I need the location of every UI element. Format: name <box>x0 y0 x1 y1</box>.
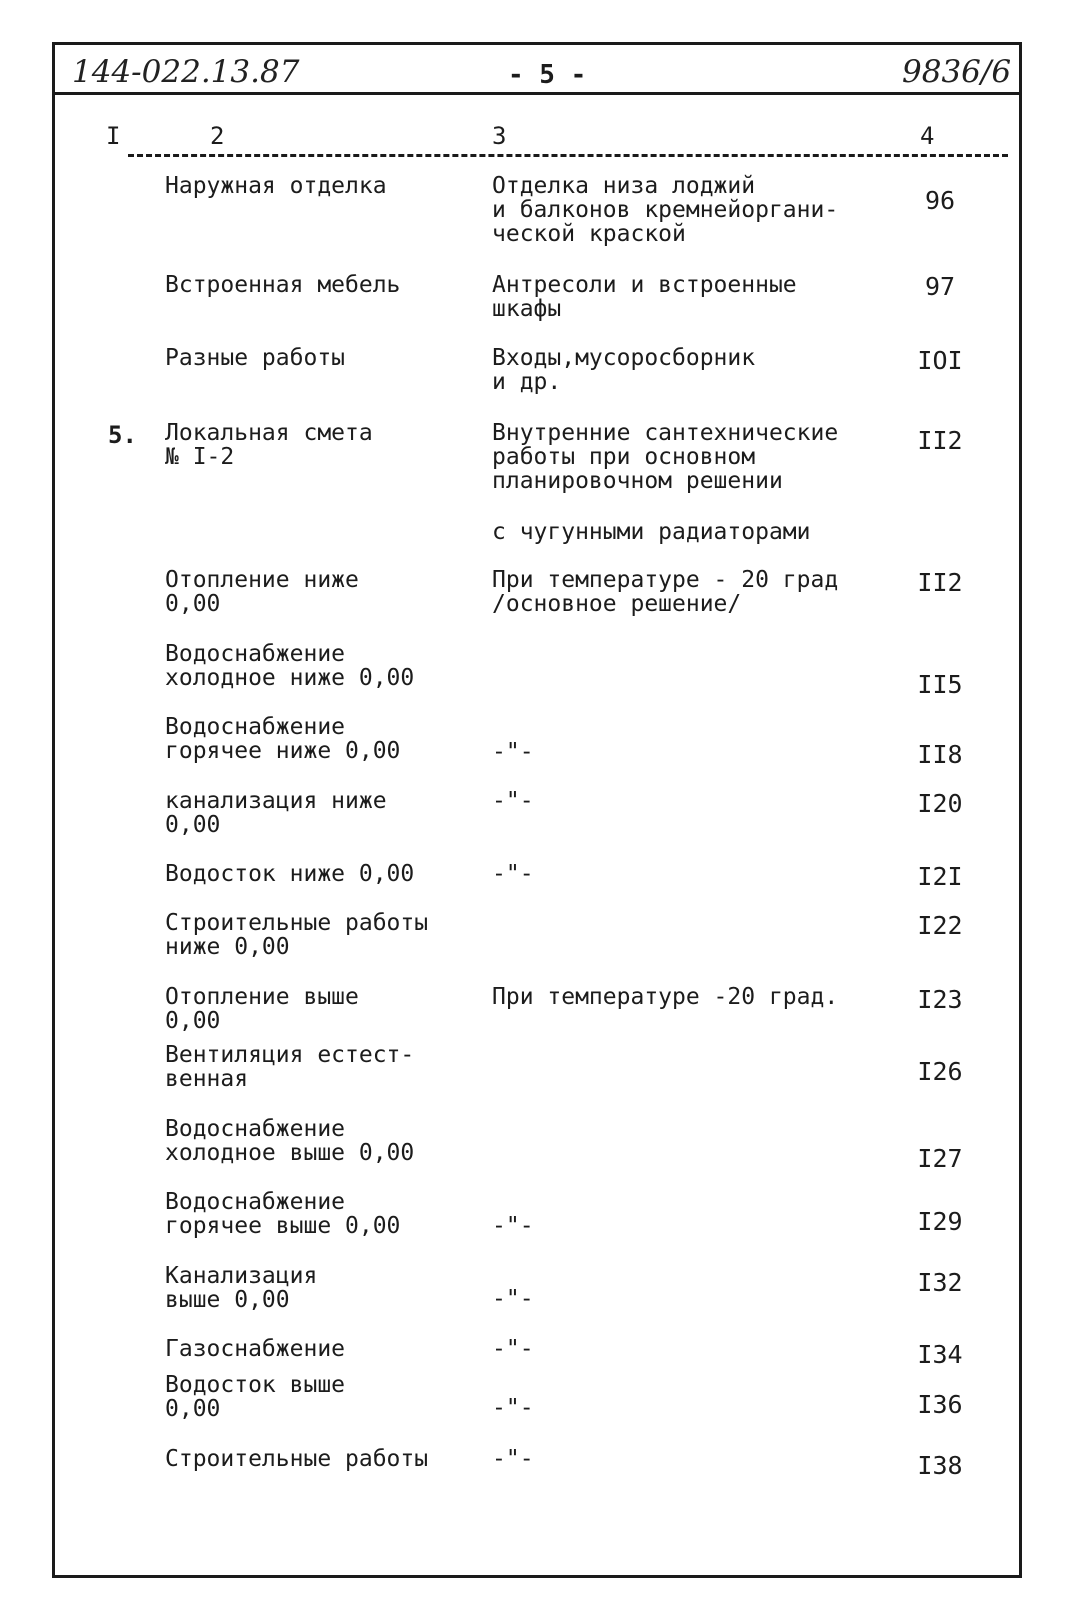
row-description: -"- <box>492 1446 534 1472</box>
row-section-name: Водоснабжение холодное выше 0,00 <box>165 1116 415 1166</box>
row-description: -"- <box>492 739 534 765</box>
row-page-number: I32 <box>917 1268 963 1297</box>
column-number-3: 3 <box>492 122 507 150</box>
row-description: При температуре - 20 град /основное решение/ <box>492 567 839 617</box>
row-description: Входы,мусоросборник и др. <box>492 345 756 395</box>
column-header-rule <box>128 154 1008 157</box>
row-page-number: I34 <box>917 1340 963 1369</box>
row-section-name: Водоснабжение горячее ниже 0,00 <box>165 714 401 764</box>
row-section-name: канализация ниже 0,00 <box>165 788 387 838</box>
row-page-number: II8 <box>917 740 963 769</box>
row-section-name: Строительные работы <box>165 1446 429 1472</box>
header-divider <box>52 92 1022 95</box>
row-section-name: Водоснабжение холодное ниже 0,00 <box>165 641 415 691</box>
row-section-name: Водоснабжение горячее выше 0,00 <box>165 1189 401 1239</box>
sheet-ref: 9836/6 <box>902 54 1012 90</box>
row-page-number: I20 <box>917 789 963 818</box>
row-section-name: Вентиляция естест- венная <box>165 1042 415 1092</box>
row-section-name: Строительные работы ниже 0,00 <box>165 910 429 960</box>
row-page-number: II5 <box>917 670 963 699</box>
row-description: -"- <box>492 1213 534 1239</box>
row-description: -"- <box>492 1336 534 1362</box>
column-number-2: 2 <box>210 122 225 150</box>
row-description: Внутренние сантехнические работы при основном планировочном решении <box>492 420 839 494</box>
row-section-name: Водосток ниже 0,00 <box>165 861 415 887</box>
row-description: -"- <box>492 788 534 814</box>
row-page-number: I22 <box>917 911 963 940</box>
row-section-name: Разные работы <box>165 345 346 371</box>
row-description: Антресоли и встроенные шкафы <box>492 272 797 322</box>
row-page-number: I29 <box>917 1207 963 1236</box>
row-description: -"- <box>492 861 534 887</box>
column-number-4: 4 <box>920 122 935 150</box>
row-section-name: Локальная смета № I-2 <box>165 420 373 470</box>
row-page-number: I38 <box>917 1451 963 1480</box>
row-section-name: Отопление ниже 0,00 <box>165 567 359 617</box>
row-section-name: Встроенная мебель <box>165 272 401 298</box>
row-page-number: I26 <box>917 1057 963 1086</box>
row-section-name: Отопление выше 0,00 <box>165 984 359 1034</box>
row-page-number: I23 <box>917 985 963 1014</box>
row-description: с чугунными радиаторами <box>492 519 811 545</box>
row-section-name: Канализация выше 0,00 <box>165 1263 318 1313</box>
row-page-number: IOI <box>917 346 963 375</box>
page-number: - 5 - <box>508 60 587 90</box>
row-section-name: Наружная отделка <box>165 173 387 199</box>
row-page-number: II2 <box>917 568 963 597</box>
doc-code: 144-022.13.87 <box>72 54 300 90</box>
row-page-number: I36 <box>917 1390 963 1419</box>
row-description: -"- <box>492 1395 534 1421</box>
row-section-name: Водосток выше 0,00 <box>165 1372 346 1422</box>
row-description: -"- <box>492 1286 534 1312</box>
row-page-number: II2 <box>917 426 963 455</box>
row-page-number: 97 <box>924 272 956 301</box>
row-description: Отделка низа лоджий и балконов кремнейоргани- ческой краской <box>492 173 839 247</box>
row-section-name: Газоснабжение <box>165 1336 346 1362</box>
row-number: 5. <box>108 421 137 449</box>
row-description: При температуре -20 град. <box>492 984 839 1010</box>
row-page-number: I27 <box>917 1144 963 1173</box>
row-page-number: I2I <box>917 862 963 891</box>
row-page-number: 96 <box>924 186 956 215</box>
column-number-1: I <box>106 122 121 150</box>
